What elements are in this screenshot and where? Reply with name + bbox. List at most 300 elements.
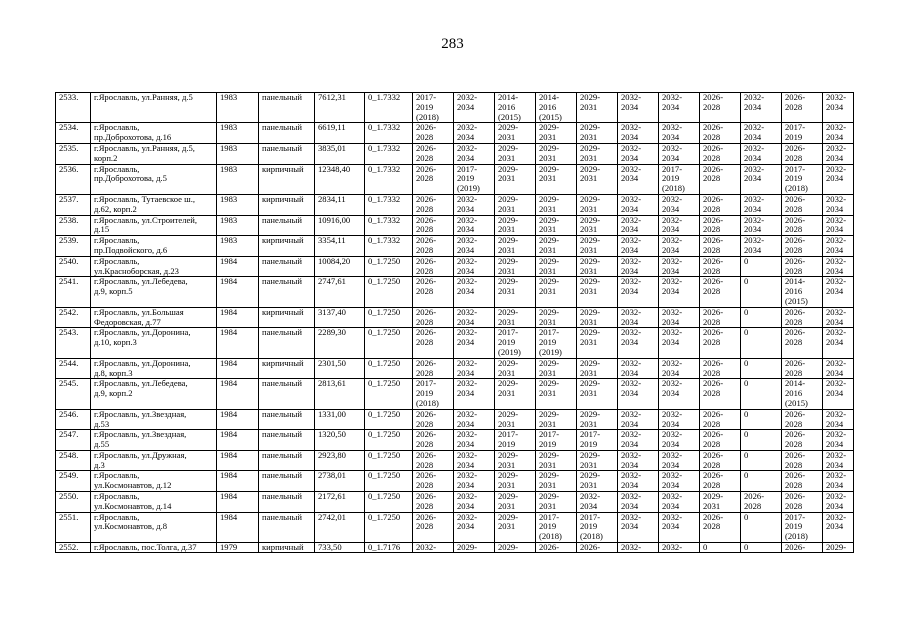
cell-period-3: 2029- 2031 [495,164,536,194]
cell-period-4: 2029- 2031 [536,143,577,164]
cell-period-2: 2032- 2034 [454,328,495,358]
cell-period-2: 2032- 2034 [454,307,495,328]
cell-area: 1331,00 [315,409,365,430]
cell-row-number: 2543. [56,328,91,358]
cell-period-11: 2032- 2034 [823,277,854,307]
cell-period-8: 2026- 2028 [700,277,741,307]
cell-period-4: 2029- 2031 [536,307,577,328]
table-row [56,471,854,492]
cell-row-number: 2536. [56,164,91,194]
cell-period-3: 2029- 2031 [495,512,536,542]
cell-area: 2172,61 [315,492,365,513]
cell-period-8: 2026- 2028 [700,236,741,257]
table-row [56,543,854,553]
cell-address: г.Ярославль, ул.Лебедева, д.9, корп.2 [91,379,217,409]
cell-period-7: 2032- 2034 [659,123,700,144]
cell-period-2: 2032- 2034 [454,512,495,542]
cell-year-built: 1979 [217,543,259,553]
cell-period-1: 2026- 2028 [413,236,454,257]
cell-period-10: 2026- 2028 [782,471,823,492]
cell-year-built: 1983 [217,123,259,144]
cell-period-2: 2032- 2034 [454,430,495,451]
cell-period-7: 2032- 2034 [659,256,700,277]
cell-address: г.Ярославль, ул.Космонавтов, д.12 [91,471,217,492]
cell-period-2: 2032- 2034 [454,358,495,379]
cell-period-10: 2026- 2028 [782,93,823,123]
cell-period-4: 2026- [536,543,577,553]
cell-area: 2813,61 [315,379,365,409]
cell-wear-code: 0_1.7332 [365,215,413,236]
cell-period-6: 2032- 2034 [618,512,659,542]
cell-year-built: 1983 [217,93,259,123]
cell-address: г.Ярославль, Тутаевское ш., д.62, корп.2 [91,194,217,215]
cell-period-8: 2026- 2028 [700,471,741,492]
cell-row-number: 2551. [56,512,91,542]
cell-period-10: 2026- [782,543,823,553]
cell-period-9: 2032- 2034 [741,123,782,144]
cell-period-9: 0 [741,543,782,553]
cell-period-3: 2014- 2016 (2015) [495,93,536,123]
cell-period-7: 2032- 2034 [659,215,700,236]
cell-period-9: 2032- 2034 [741,236,782,257]
cell-period-4: 2029- 2031 [536,123,577,144]
cell-year-built: 1983 [217,143,259,164]
cell-period-6: 2032- 2034 [618,164,659,194]
cell-period-7: 2032- 2034 [659,471,700,492]
cell-period-3: 2029- 2031 [495,492,536,513]
cell-row-number: 2546. [56,409,91,430]
cell-year-built: 1983 [217,215,259,236]
cell-wear-code: 0_1.7250 [365,450,413,471]
cell-wall-material: кирпичный [259,164,315,194]
cell-area: 7612,31 [315,93,365,123]
cell-period-11: 2032- 2034 [823,358,854,379]
cell-period-3: 2029- 2031 [495,194,536,215]
cell-period-5: 2029- 2031 [577,215,618,236]
table-row [56,430,854,451]
cell-period-8: 2026- 2028 [700,123,741,144]
cell-period-1: 2026- 2028 [413,256,454,277]
cell-period-5: 2029- 2031 [577,236,618,257]
table-row [56,409,854,430]
cell-period-5: 2032- 2034 [577,492,618,513]
cell-period-11: 2032- 2034 [823,512,854,542]
cell-period-8: 2026- 2028 [700,194,741,215]
cell-period-2: 2032- 2034 [454,277,495,307]
cell-period-9: 2032- 2034 [741,93,782,123]
cell-wall-material: панельный [259,471,315,492]
cell-period-5: 2029- 2031 [577,450,618,471]
cell-period-4: 2029- 2031 [536,409,577,430]
cell-area: 2742,01 [315,512,365,542]
cell-area: 2747,61 [315,277,365,307]
cell-period-11: 2032- 2034 [823,307,854,328]
cell-period-11: 2032- 2034 [823,409,854,430]
cell-period-2: 2032- 2034 [454,143,495,164]
cell-wall-material: панельный [259,430,315,451]
cell-period-7: 2032- 2034 [659,143,700,164]
cell-period-10: 2026- 2028 [782,450,823,471]
cell-wear-code: 0_1.7250 [365,471,413,492]
cell-address: г.Ярославль, пр.Подвойского, д.6 [91,236,217,257]
cell-period-6: 2032- 2034 [618,143,659,164]
cell-address: г.Ярославль, ул.Большая Федоровская, д.77 [91,307,217,328]
cell-period-7: 2032- 2034 [659,512,700,542]
cell-area: 2923,80 [315,450,365,471]
cell-period-1: 2026- 2028 [413,450,454,471]
cell-period-8: 0 [700,543,741,553]
table-row [56,236,854,257]
cell-period-4: 2029- 2031 [536,236,577,257]
cell-row-number: 2547. [56,430,91,451]
cell-period-4: 2029- 2031 [536,379,577,409]
cell-period-1: 2026- 2028 [413,358,454,379]
cell-wall-material: панельный [259,215,315,236]
cell-period-7: 2032- 2034 [659,93,700,123]
cell-wear-code: 0_1.7332 [365,194,413,215]
cell-period-11: 2032- 2034 [823,236,854,257]
cell-period-11: 2032- 2034 [823,328,854,358]
cell-row-number: 2545. [56,379,91,409]
cell-row-number: 2537. [56,194,91,215]
cell-period-8: 2026- 2028 [700,409,741,430]
cell-period-4: 2029- 2031 [536,277,577,307]
cell-period-9: 2026- 2028 [741,492,782,513]
cell-period-4: 2017- 2019 (2018) [536,512,577,542]
cell-row-number: 2552. [56,543,91,553]
cell-period-7: 2032- 2034 [659,430,700,451]
cell-address: г.Ярославль, ул.Звездная, д.53 [91,409,217,430]
cell-period-6: 2032- 2034 [618,307,659,328]
cell-wall-material: кирпичный [259,307,315,328]
cell-period-10: 2017- 2019 (2018) [782,164,823,194]
cell-period-3: 2029- 2031 [495,215,536,236]
cell-period-2: 2032- 2034 [454,492,495,513]
cell-period-5: 2029- 2031 [577,409,618,430]
cell-period-6: 2032- 2034 [618,236,659,257]
cell-period-3: 2029- 2031 [495,277,536,307]
cell-row-number: 2540. [56,256,91,277]
cell-period-8: 2026- 2028 [700,93,741,123]
cell-period-11: 2032- 2034 [823,194,854,215]
cell-wear-code: 0_1.7250 [365,256,413,277]
cell-period-8: 2026- 2028 [700,256,741,277]
cell-period-9: 0 [741,471,782,492]
cell-period-2: 2032- 2034 [454,450,495,471]
cell-period-9: 0 [741,256,782,277]
cell-period-4: 2017- 2019 [536,430,577,451]
table-row [56,164,854,194]
cell-year-built: 1983 [217,194,259,215]
cell-period-3: 2029- 2031 [495,358,536,379]
cell-period-8: 2026- 2028 [700,307,741,328]
cell-period-6: 2032- 2034 [618,328,659,358]
cell-period-11: 2032- 2034 [823,450,854,471]
cell-address: г.Ярославль, ул.Строителей, д.15 [91,215,217,236]
cell-row-number: 2549. [56,471,91,492]
cell-address: г.Ярославль, ул.Доронина, д.8, корп.3 [91,358,217,379]
cell-area: 2301,50 [315,358,365,379]
cell-period-1: 2026- 2028 [413,409,454,430]
cell-address: г.Ярославль, пр.Доброхотова, д.16 [91,123,217,144]
cell-period-5: 2029- 2031 [577,379,618,409]
cell-period-10: 2026- 2028 [782,328,823,358]
cell-period-6: 2032- 2034 [618,194,659,215]
cell-address: г.Ярославль, пр.Доброхотова, д.5 [91,164,217,194]
cell-period-9: 0 [741,358,782,379]
cell-period-9: 0 [741,450,782,471]
cell-period-11: 2032- 2034 [823,123,854,144]
cell-address: г.Ярославль, ул.Космонавтов, д.14 [91,492,217,513]
cell-period-2: 2032- 2034 [454,215,495,236]
cell-period-5: 2026- [577,543,618,553]
cell-wear-code: 0_1.7250 [365,492,413,513]
cell-wear-code: 0_1.7250 [365,307,413,328]
cell-period-4: 2029- 2031 [536,164,577,194]
cell-period-1: 2026- 2028 [413,430,454,451]
cell-wear-code: 0_1.7250 [365,358,413,379]
cell-period-5: 2029- 2031 [577,328,618,358]
cell-period-11: 2032- 2034 [823,93,854,123]
cell-period-9: 2032- 2034 [741,143,782,164]
cell-wear-code: 0_1.7250 [365,379,413,409]
cell-period-9: 0 [741,307,782,328]
cell-period-7: 2017- 2019 (2018) [659,164,700,194]
cell-period-7: 2032- 2034 [659,379,700,409]
cell-period-8: 2026- 2028 [700,450,741,471]
cell-period-6: 2032- 2034 [618,430,659,451]
cell-period-4: 2014- 2016 (2015) [536,93,577,123]
cell-row-number: 2538. [56,215,91,236]
cell-period-6: 2032- 2034 [618,215,659,236]
cell-period-4: 2029- 2031 [536,492,577,513]
cell-period-9: 0 [741,409,782,430]
cell-period-2: 2032- 2034 [454,471,495,492]
cell-year-built: 1984 [217,492,259,513]
cell-period-10: 2026- 2028 [782,256,823,277]
cell-period-10: 2026- 2028 [782,236,823,257]
cell-period-11: 2032- 2034 [823,471,854,492]
cell-period-6: 2032- 2034 [618,256,659,277]
cell-address: г.Ярославль, ул.Красноборская, д.23 [91,256,217,277]
cell-area: 10916,00 [315,215,365,236]
cell-period-10: 2026- 2028 [782,143,823,164]
cell-period-10: 2026- 2028 [782,409,823,430]
cell-period-6: 2032- 2034 [618,492,659,513]
cell-wear-code: 0_1.7332 [365,123,413,144]
cell-period-11: 2032- 2034 [823,215,854,236]
cell-period-4: 2029- 2031 [536,194,577,215]
cell-period-1: 2017- 2019 (2018) [413,379,454,409]
cell-period-5: 2029- 2031 [577,277,618,307]
table-row [56,194,854,215]
cell-period-7: 2032- 2034 [659,307,700,328]
cell-year-built: 1984 [217,379,259,409]
cell-area: 3354,11 [315,236,365,257]
cell-period-2: 2032- 2034 [454,93,495,123]
cell-year-built: 1984 [217,307,259,328]
cell-period-6: 2032- 2034 [618,409,659,430]
cell-period-5: 2029- 2031 [577,93,618,123]
cell-row-number: 2542. [56,307,91,328]
cell-wall-material: панельный [259,143,315,164]
cell-period-9: 0 [741,328,782,358]
cell-period-4: 2029- 2031 [536,450,577,471]
cell-period-3: 2017- 2019 [495,430,536,451]
cell-wear-code: 0_1.7250 [365,328,413,358]
cell-wall-material: панельный [259,256,315,277]
cell-period-7: 2032- 2034 [659,358,700,379]
cell-address: г.Ярославль, ул.Ранняя, д.5, корп.2 [91,143,217,164]
table-row [56,215,854,236]
page-number: 283 [441,36,464,52]
cell-address: г.Ярославль, ул.Ранняя, д.5 [91,93,217,123]
cell-period-8: 2026- 2028 [700,164,741,194]
cell-period-11: 2032- 2034 [823,143,854,164]
cell-period-2: 2032- 2034 [454,123,495,144]
table-body [56,93,854,553]
cell-year-built: 1984 [217,409,259,430]
cell-wall-material: панельный [259,409,315,430]
cell-address: г.Ярославль, ул.Доронина, д.10, корп.3 [91,328,217,358]
cell-year-built: 1983 [217,164,259,194]
cell-period-10: 2014- 2016 (2015) [782,277,823,307]
cell-period-5: 2029- 2031 [577,471,618,492]
cell-year-built: 1984 [217,328,259,358]
cell-period-2: 2032- 2034 [454,256,495,277]
cell-period-2: 2017- 2019 (2019) [454,164,495,194]
cell-period-1: 2017- 2019 (2018) [413,93,454,123]
cell-area: 1320,50 [315,430,365,451]
cell-period-1: 2026- 2028 [413,215,454,236]
cell-period-7: 2032- 2034 [659,194,700,215]
cell-period-9: 2032- 2034 [741,215,782,236]
cell-period-7: 2032- 2034 [659,409,700,430]
cell-period-1: 2026- 2028 [413,143,454,164]
cell-period-4: 2029- 2031 [536,358,577,379]
cell-period-10: 2017- 2019 [782,123,823,144]
cell-wear-code: 0_1.7250 [365,512,413,542]
cell-wall-material: панельный [259,450,315,471]
cell-period-5: 2029- 2031 [577,194,618,215]
cell-address: г.Ярославль, ул.Звездная, д.55 [91,430,217,451]
cell-wall-material: кирпичный [259,358,315,379]
cell-year-built: 1984 [217,471,259,492]
cell-period-11: 2032- 2034 [823,492,854,513]
cell-period-6: 2032- 2034 [618,358,659,379]
housing-repair-table [55,92,854,553]
table-row [56,492,854,513]
cell-period-9: 0 [741,379,782,409]
cell-period-5: 2029- 2031 [577,123,618,144]
cell-period-10: 2026- 2028 [782,430,823,451]
cell-year-built: 1984 [217,277,259,307]
cell-period-6: 2032- 2034 [618,123,659,144]
cell-period-3: 2029- 2031 [495,143,536,164]
cell-wall-material: панельный [259,512,315,542]
cell-period-3: 2029- 2031 [495,256,536,277]
cell-row-number: 2548. [56,450,91,471]
cell-row-number: 2550. [56,492,91,513]
cell-wear-code: 0_1.7176 [365,543,413,553]
cell-period-3: 2029- 2031 [495,450,536,471]
cell-period-1: 2026- 2028 [413,194,454,215]
cell-row-number: 2539. [56,236,91,257]
cell-year-built: 1984 [217,450,259,471]
cell-period-7: 2032- 2034 [659,450,700,471]
cell-row-number: 2534. [56,123,91,144]
cell-period-10: 2026- 2028 [782,307,823,328]
table-row [56,277,854,307]
cell-period-9: 0 [741,512,782,542]
cell-period-1: 2032- [413,543,454,553]
cell-row-number: 2533. [56,93,91,123]
cell-period-11: 2032- 2034 [823,430,854,451]
cell-address: г.Ярославль, ул.Лебедева, д.9, корп.5 [91,277,217,307]
table-row [56,143,854,164]
cell-wall-material: панельный [259,93,315,123]
cell-wear-code: 0_1.7332 [365,164,413,194]
cell-period-5: 2017- 2019 [577,430,618,451]
cell-year-built: 1983 [217,236,259,257]
table-row [56,256,854,277]
cell-period-7: 2032- 2034 [659,492,700,513]
cell-period-3: 2029- 2031 [495,471,536,492]
cell-row-number: 2541. [56,277,91,307]
cell-period-10: 2017- 2019 (2018) [782,512,823,542]
cell-period-8: 2029- 2031 [700,492,741,513]
cell-area: 2834,11 [315,194,365,215]
cell-period-6: 2032- 2034 [618,379,659,409]
table-row [56,328,854,358]
cell-period-2: 2032- 2034 [454,379,495,409]
cell-area: 733,50 [315,543,365,553]
cell-wall-material: панельный [259,379,315,409]
cell-period-7: 2032- 2034 [659,328,700,358]
table-row [56,307,854,328]
cell-year-built: 1984 [217,512,259,542]
cell-period-1: 2026- 2028 [413,512,454,542]
cell-period-3: 2029- 2031 [495,236,536,257]
cell-period-2: 2032- 2034 [454,409,495,430]
cell-address: г.Ярославль, пос.Толга, д.37 [91,543,217,553]
cell-period-1: 2026- 2028 [413,123,454,144]
cell-period-9: 2032- 2034 [741,194,782,215]
cell-area: 3835,01 [315,143,365,164]
cell-period-8: 2026- 2028 [700,328,741,358]
table-row [56,512,854,542]
cell-area: 6619,11 [315,123,365,144]
cell-wall-material: панельный [259,277,315,307]
cell-period-10: 2026- 2028 [782,215,823,236]
cell-period-5: 2029- 2031 [577,164,618,194]
cell-period-1: 2026- 2028 [413,492,454,513]
cell-period-4: 2017- 2019 (2019) [536,328,577,358]
cell-period-2: 2032- 2034 [454,194,495,215]
cell-period-9: 0 [741,430,782,451]
cell-wear-code: 0_1.7250 [365,430,413,451]
cell-period-9: 2032- 2034 [741,164,782,194]
cell-period-7: 2032- [659,543,700,553]
cell-period-6: 2032- [618,543,659,553]
cell-period-7: 2032- 2034 [659,277,700,307]
cell-period-3: 2029- 2031 [495,379,536,409]
cell-period-1: 2026- 2028 [413,277,454,307]
cell-period-10: 2026- 2028 [782,358,823,379]
cell-wear-code: 0_1.7332 [365,143,413,164]
cell-wear-code: 0_1.7250 [365,409,413,430]
table-row [56,379,854,409]
